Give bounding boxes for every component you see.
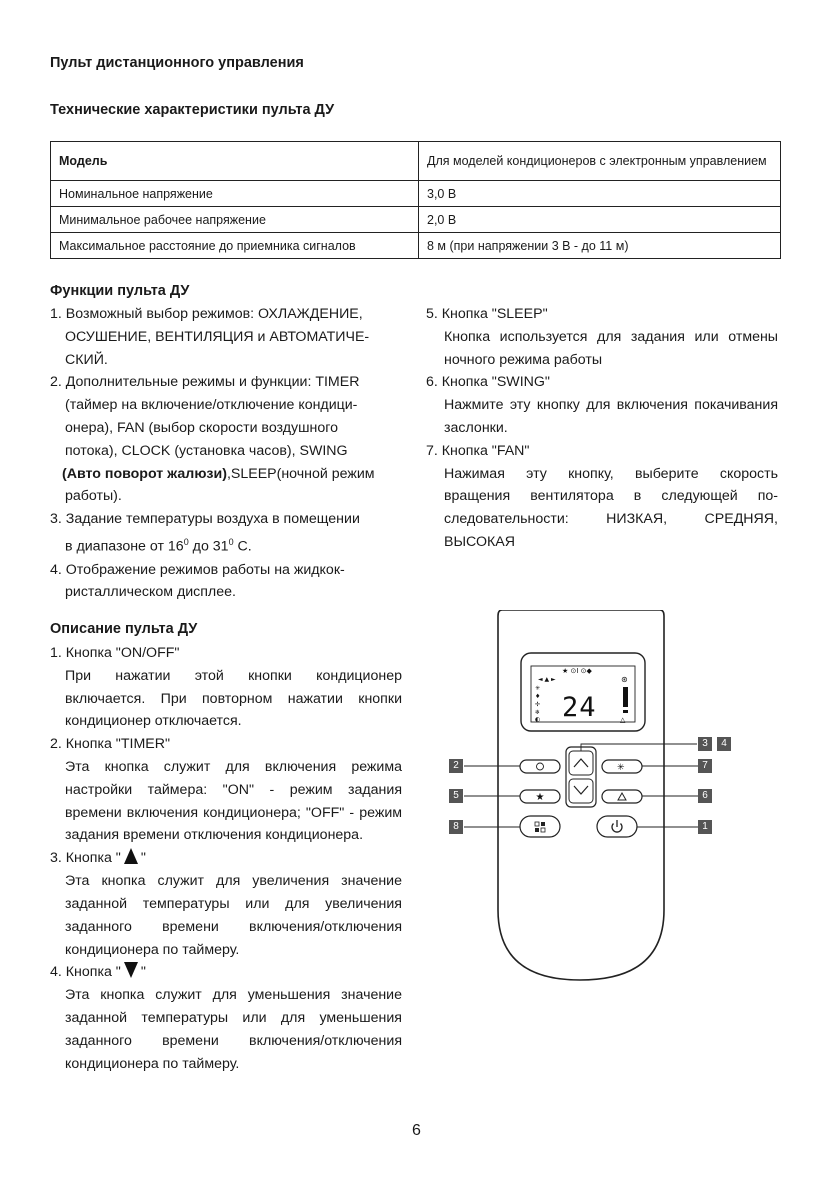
callout-label: 4: [717, 737, 731, 751]
spec-value: 3,0 В: [419, 181, 781, 207]
superscript: 0: [183, 536, 189, 547]
list-item: ОСУШЕНИЕ, ВЕНТИЛЯЦИЯ и АВТОМАТИЧЕ-: [65, 328, 370, 345]
mode-button[interactable]: [520, 816, 560, 837]
superscript: 0: [228, 536, 234, 547]
page-title: Пульт дистанционного управления: [50, 55, 304, 71]
callout-label: 7: [698, 759, 712, 773]
list-item: 2. Дополнительные режимы и функции: TIMER: [50, 374, 360, 391]
spec-value: Для моделей кондиционеров с электронным управлением: [419, 142, 781, 181]
inline-text: 3. Кнопка ": [50, 850, 121, 867]
desc-timer-title: 2. Кнопка "TIMER": [50, 736, 171, 753]
mode-icon: [535, 828, 539, 832]
inline-text: 4. Кнопка ": [50, 964, 121, 981]
page-number: 6: [412, 1122, 421, 1139]
inline-text: ,SLEEP(ночной режим: [226, 465, 375, 482]
bold-text: (Авто поворот жалюзи): [62, 465, 227, 482]
spec-param: Минимальное рабочее напряжение: [51, 207, 419, 233]
inline-text: С.: [233, 538, 252, 555]
item-fan-body: вращения вентилятора в следующей по-: [444, 488, 778, 505]
table-row: [51, 142, 781, 181]
list-item: работы).: [65, 488, 122, 505]
inline-text: до 31: [188, 538, 229, 555]
list-item: [50, 531, 402, 559]
desc-onoff-body: При нажатии этой кнопки кондиционер включается. При повторном нажатии кнопки кондиционер отключается.: [65, 667, 402, 730]
list-item: (таймер на включение/отключение кондици-: [65, 397, 358, 414]
down-arrow-icon: [124, 962, 138, 978]
item-swing-body: Нажмите эту кнопку для включения покачивания заслонки.: [444, 397, 778, 436]
right-items: [426, 303, 778, 554]
item-fan-last: ВЫСОКАЯ: [444, 533, 515, 550]
spec-param: Максимальное расстояние до приемника сигналов: [51, 233, 419, 259]
lcd-mode-icons: ◐: [535, 716, 541, 723]
fan-icon: ✳: [617, 763, 625, 773]
list-item: 1. Возможный выбор режимов: ОХЛАЖДЕНИЕ,: [50, 306, 363, 322]
down-button[interactable]: [569, 779, 593, 803]
callout-label: 8: [449, 820, 463, 834]
lcd-dot: [623, 710, 628, 713]
callout-label: 6: [698, 789, 712, 803]
spec-table: [50, 141, 781, 259]
desc-down-title: [50, 961, 402, 984]
list-item: потока), CLOCK (установка часов), SWING: [65, 442, 348, 459]
lcd-fan-icon: ⊛: [621, 675, 628, 684]
list-item: ристаллическом дисплее.: [65, 584, 236, 601]
desc-up-title: [50, 847, 402, 870]
callout-label: 2: [449, 759, 463, 773]
lcd-swing-icon: △: [620, 716, 626, 724]
inline-text: НИЗКАЯ,: [606, 511, 668, 528]
lcd-bar: [623, 687, 628, 707]
swing-button[interactable]: [602, 790, 642, 803]
item-swing-title: 6. Кнопка "SWING": [426, 374, 550, 391]
functions-heading: Функции пульта ДУ: [50, 283, 190, 299]
table-row: [51, 233, 781, 259]
desc-down-body: Эта кнопка служит для уменьшения значение заданной температуры или для уменьшения заданного времени включения/отключения кондиционера по таймеру.: [65, 987, 402, 1072]
table-row: [51, 207, 781, 233]
callout-label: 1: [698, 820, 712, 834]
table-row: [51, 181, 781, 207]
spec-heading: Технические характеристики пульта ДУ: [50, 102, 335, 118]
inline-text: ": [140, 850, 146, 867]
description-heading: Описание пульта ДУ: [50, 621, 198, 637]
inline-text: СРЕДНЯЯ,: [704, 511, 778, 528]
desc-onoff-title: 1. Кнопка "ON/OFF": [50, 645, 180, 661]
lcd-mode-icons: ✢: [535, 701, 541, 708]
spec-param: Номинальное напряжение: [51, 181, 419, 207]
star-icon: ★: [535, 792, 545, 803]
list-item: 4. Отображение режимов работы на жидкок-: [50, 561, 345, 578]
up-button[interactable]: [569, 751, 593, 775]
timer-button[interactable]: [520, 760, 560, 773]
spec-value: 2,0 В: [419, 207, 781, 233]
lcd-temperature: 24: [562, 692, 597, 723]
description-list: [50, 642, 402, 1076]
callout-label: 5: [449, 789, 463, 803]
lcd-arrow-row: ◄ ▲ ►: [538, 676, 556, 683]
spec-value: 8 м (при напряжении 3 В - до 11 м): [419, 233, 781, 259]
desc-up-body: Эта кнопка служит для увеличения значение заданной температуры или для увеличения заданного времени включения/отключения кондиционера по таймеру.: [65, 873, 402, 958]
list-item: 3. Задание температуры воздуха в помещении: [50, 511, 360, 528]
remote-illustration: [440, 610, 780, 990]
inline-text: ": [140, 964, 146, 981]
item-fan-body: Нажимая эту кнопку, выберите скорость: [444, 465, 778, 482]
mode-icon: [541, 822, 545, 826]
item-fan-sequence: [426, 508, 778, 531]
list-item: [50, 463, 402, 486]
inline-text: в диапазоне от 16: [65, 538, 184, 555]
list-item: онера), FAN (выбор скорости воздушного: [65, 419, 338, 436]
spec-param: Модель: [51, 142, 419, 181]
callout-label: 3: [698, 737, 712, 751]
item-sleep-body: Кнопка используется для задания или отмены ночного режима работы: [444, 328, 778, 368]
lcd-mode-icons: ✳: [535, 685, 541, 692]
desc-timer-body: Эта кнопка служит для включения режима настройки таймера: "ON" - режим задания времени включения кондиционера; "OFF" - режим задания времени отключения кондиционера.: [65, 758, 402, 844]
list-item: СКИЙ.: [65, 351, 108, 368]
up-arrow-icon: [124, 848, 138, 864]
item-fan-title: 7. Кнопка "FAN": [426, 442, 530, 459]
inline-text: следовательности:: [444, 511, 569, 528]
functions-list: [50, 303, 402, 604]
item-sleep-title: 5. Кнопка "SLEEP": [426, 306, 548, 322]
lcd-mode-icons: ♦: [535, 693, 541, 700]
lcd-mode-icons: ❄: [535, 709, 541, 716]
lcd-icon-row: ★ ⊙I ⊙◆: [562, 667, 592, 675]
